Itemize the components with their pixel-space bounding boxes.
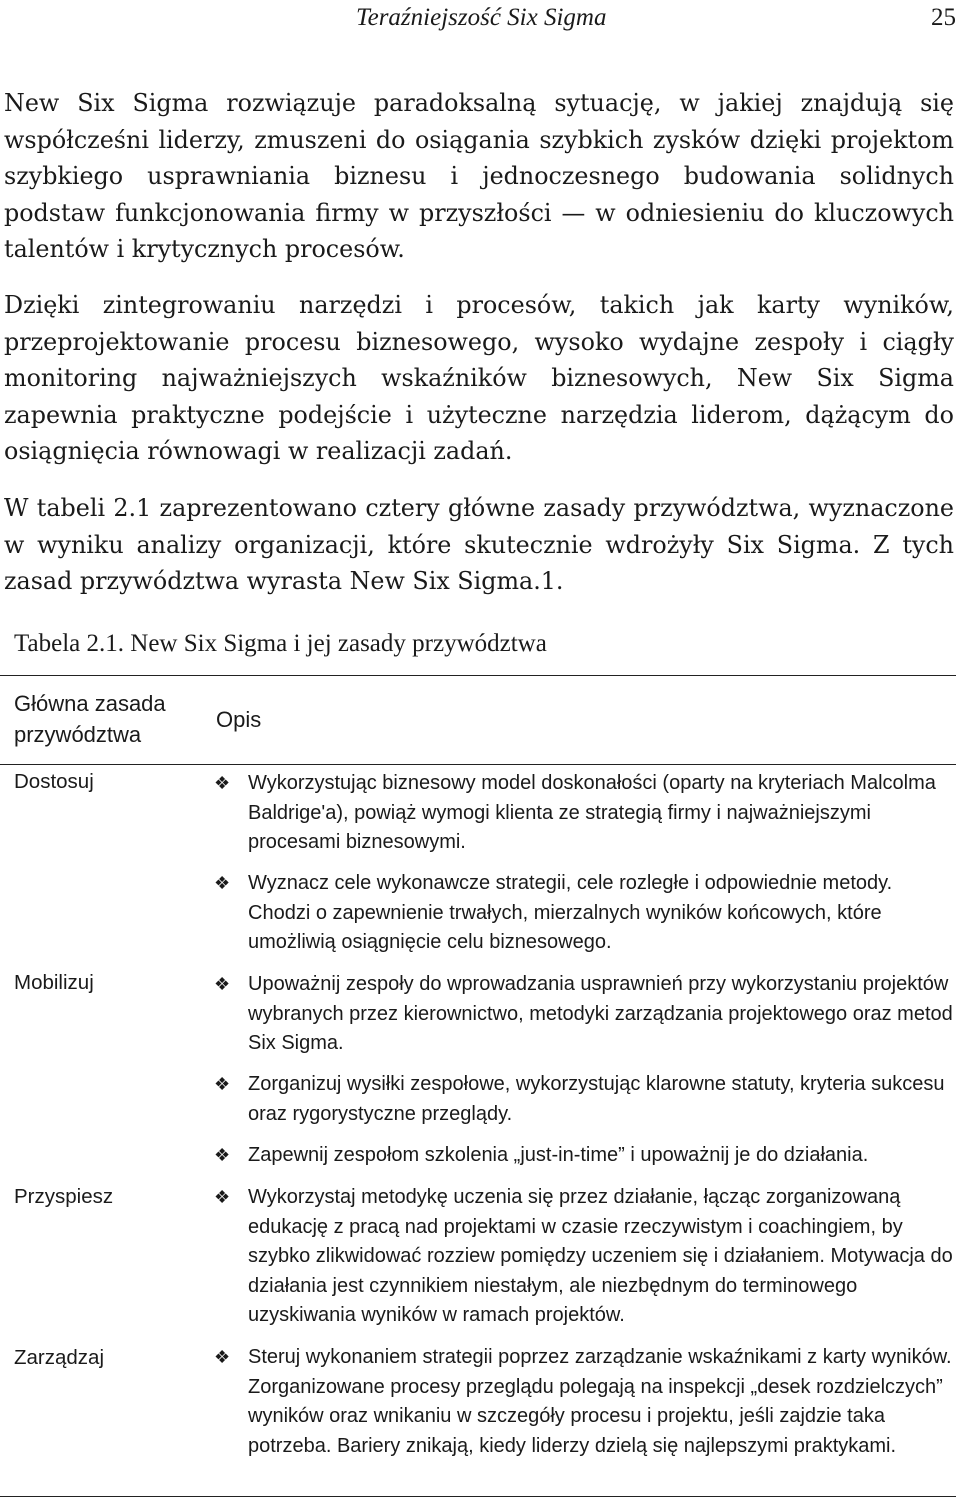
bullet-item (214, 1070, 954, 1129)
paragraph-1: New Six Sigma rozwiązuje paradoksalną sytuację, w jakiej znajdują się współcześni liderzy, zmuszeni do osiągania szybkich zysków dzięki projektom szybkiego usprawniania biznesu i jednoczesnego budowania solidnych podstaw funkcjonowania firmy w przyszłości — w odniesieniu do kluczowych talentów i krytycznych procesów. (4, 89, 954, 263)
bullet-item (214, 869, 954, 958)
bullet-diamond-icon: ❖ (214, 1187, 231, 1207)
table-caption: Tabela 2.1. New Six Sigma i jej zasady przywództwa (14, 630, 547, 657)
row-label-zarzadzaj: Zarządzaj (14, 1346, 105, 1369)
bullet-diamond-icon: ❖ (214, 1145, 231, 1165)
bullet-diamond-icon: ❖ (214, 1347, 231, 1367)
running-head (0, 0, 960, 40)
bullet-diamond-icon: ❖ (214, 873, 231, 893)
bullet-diamond-icon: ❖ (214, 773, 231, 793)
bullet-text: Wykorzystaj metodykę uczenia się przez działanie, łącząc zorganizowaną edukację z pracą nad projektami w czasie rzeczywistym i coachingiem, by szybko zlikwidować rozziew pomiędzy uczeniem się i działaniem. Motywacja do działania jest czynnikiem niestałym, ale niezbędnym do terminowego uzyskiwania wyników w ramach projektów. (248, 1186, 953, 1326)
table-top-rule (0, 675, 956, 676)
bullet-item (214, 1343, 954, 1461)
bullet-item (214, 1141, 954, 1171)
bullet-item (214, 1183, 954, 1331)
column-header-principle: Główna zasada przywództwa (14, 691, 166, 747)
bullet-item (214, 970, 954, 1059)
bullet-text: Zapewnij zespołom szkolenia „just-in-time” i upoważnij je do działania. (248, 1144, 869, 1166)
bullet-text: Zorganizuj wysiłki zespołowe, wykorzystując klarowne statuty, kryteria sukcesu oraz rygorystyczne przeglądy. (248, 1073, 945, 1125)
table-bottom-rule (0, 1496, 956, 1497)
paragraph-3: W tabeli 2.1 zaprezentowano cztery główne zasady przywództwa, wyznaczone w wyniku analizy organizacji, które skutecznie wdrożyły Six Sigma. Z tych zasad przywództwa wyrasta New Six Sigma.1. (4, 494, 954, 595)
bullet-diamond-icon: ❖ (214, 974, 231, 994)
table-header-rule (0, 764, 956, 765)
column-header-description: Opis (216, 707, 262, 732)
row-label-dostosuj: Dostosuj (14, 770, 94, 793)
page-number: 25 (931, 4, 956, 31)
bullet-text: Wyznacz cele wykonawcze strategii, cele rozległe i odpowiednie metody. Chodzi o zapewnienie trwałych, mierzalnych wyników końcowych, które umożliwią osiągnięcie celu biznesowego. (248, 872, 893, 953)
bullet-text: Upoważnij zespoły do wprowadzania usprawnień przy wykorzystaniu projektów wybranych przez kierownictwo, metodyki zarządzania projektowego oraz metod Six Sigma. (248, 973, 953, 1054)
bullet-text: Steruj wykonaniem strategii poprzez zarządzanie wskaźnikami z karty wyników. Zorganizowane procesy przeglądu polegają na inspekcji „desek rozdzielczych” wyników oraz wnikaniu w szczegóły procesu i projektu, jeśli zajdzie taka potrzeba. Bariery znikają, kiedy liderzy dzielą się najlepszymi praktykami. (248, 1346, 952, 1457)
bullet-diamond-icon: ❖ (214, 1074, 231, 1094)
bullet-text: Wykorzystując biznesowy model doskonałości (oparty na kryteriach Malcolma Baldrige'a), powiąż wymogi klienta ze strategią firmy i najważniejszymi procesami biznesowymi. (248, 772, 936, 853)
paragraph-2: Dzięki zintegrowaniu narzędzi i procesów, takich jak karty wyników, przeprojektowanie procesu biznesowego, wysoko wydajne zespoły i ciągły monitoring najważniejszych wskaźników biznesowych, New Six Sigma zapewnia praktyczne podejście i użyteczne narzędzia liderom, dążącym do osiągnięcia równowagi w realizacji zadań. (4, 291, 954, 465)
row-label-mobilizuj: Mobilizuj (14, 971, 94, 994)
row-label-przyspiesz: Przyspiesz (14, 1185, 114, 1208)
bullet-item (214, 769, 954, 858)
running-head-title: Teraźniejszość Six Sigma (356, 4, 607, 31)
